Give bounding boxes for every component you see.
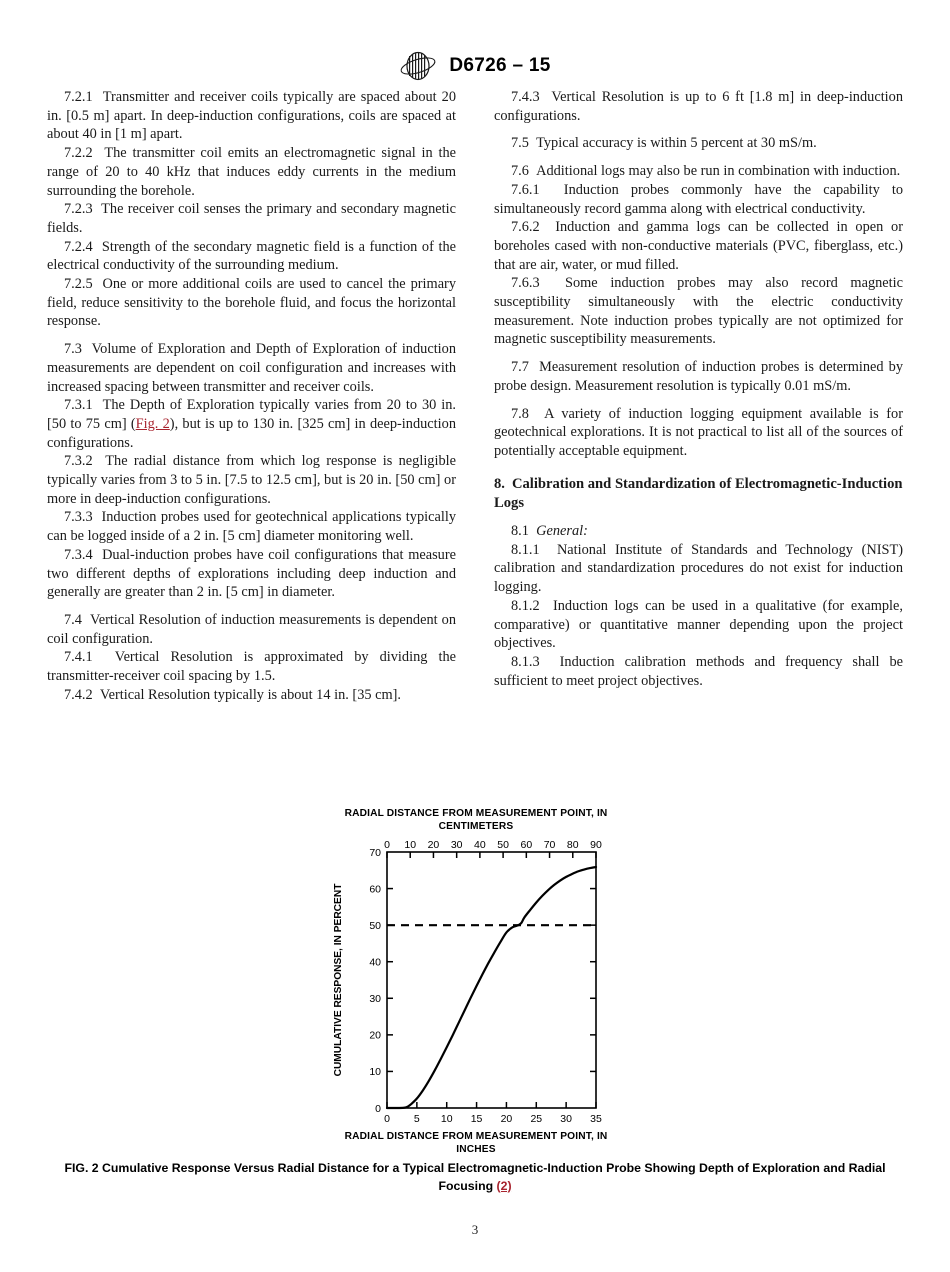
paragraph-7-2-1 xyxy=(47,88,456,144)
chart-plot xyxy=(325,834,625,1129)
body-columns xyxy=(47,88,903,705)
para-number: 7.6.3 xyxy=(511,275,540,292)
para-number: 7.4.3 xyxy=(511,89,540,105)
paragraph-7-2-3 xyxy=(47,200,456,237)
svg-text:60: 60 xyxy=(520,839,533,851)
astm-logo-icon xyxy=(399,51,437,81)
paragraph-7-4-2 xyxy=(47,686,456,705)
para-text: The radial distance from which log response is negligible typically varies from 3 to 5 in. [7.5 to 12.5 cm], but is 20 in. [50 cm] or more in deep-induction configurations. xyxy=(47,453,456,507)
svg-text:50: 50 xyxy=(497,839,509,851)
svg-text:20: 20 xyxy=(369,1029,381,1042)
figure-2 xyxy=(0,808,950,1158)
para-text: The receiver coil senses the primary and secondary magnetic fields. xyxy=(47,201,456,236)
para-number: 7.4 xyxy=(64,611,82,628)
right-column xyxy=(494,88,903,705)
para-text: Induction logs can be used in a qualitative (for example, comparative) or quantitative manner depending upon the project objectives. xyxy=(494,597,903,652)
paragraph-7-2-5 xyxy=(47,275,456,331)
para-text: Some induction probes may also record magnetic susceptibility simultaneously with the electric conductivity measurement. Note induction probes typically are not optimized for magnetic susceptibility measurements. xyxy=(494,275,903,348)
svg-text:0: 0 xyxy=(384,1113,390,1125)
para-number: 8.1.1 xyxy=(511,541,540,558)
para-text: Measurement resolution of induction probes is determined by probe design. Measurement resolution is typically 0.01 mS/m. xyxy=(494,359,903,394)
paragraph-7-6 xyxy=(494,162,903,181)
para-text: Induction probes commonly have the capability to simultaneously record gamma along with electrical conductivity. xyxy=(494,181,903,217)
para-text: One or more additional coils are used to cancel the primary field, reduce sensitivity to the borehole fluid, and focus the horizontal response. xyxy=(47,276,457,330)
paragraph-7-6-3 xyxy=(494,274,903,349)
para-number: 7.4.1 xyxy=(64,649,93,666)
para-number: 7.7 xyxy=(511,359,529,376)
figure-2-caption xyxy=(55,1160,895,1195)
para-text-cont: ), but is up to 130 in. [325 cm] in deep-induction configurations. xyxy=(47,415,456,451)
para-text: Vertical Resolution is up to 6 ft [1.8 m] in deep-induction configurations. xyxy=(494,89,904,124)
svg-text:70: 70 xyxy=(543,839,556,851)
para-text: Volume of Exploration and Depth of Exploration of induction measurements are dependent on coil configuration and increases with increased spacing between transmitter and receiver coils. xyxy=(47,341,457,395)
para-number: 7.3 xyxy=(64,341,82,358)
para-text: Vertical Resolution is approximated by dividing the transmitter-receiver coil spacing by 1.5. xyxy=(47,649,456,685)
para-number: 8.1 xyxy=(511,523,529,540)
cumulative-response-curve xyxy=(387,867,596,1108)
para-text: Induction calibration methods and frequency shall be sufficient to meet project objectives. xyxy=(494,653,904,689)
svg-text:30: 30 xyxy=(560,1113,572,1125)
svg-text:90: 90 xyxy=(590,839,602,851)
para-number: 8.1.3 xyxy=(511,653,540,670)
svg-text:30: 30 xyxy=(369,993,381,1006)
svg-text:10: 10 xyxy=(440,1113,453,1125)
para-text: Induction and gamma logs can be collected in open or boreholes cased with non-conductive materials (PVC, fiberglass, etc.) that are air, water, or mud filled. xyxy=(494,219,903,273)
paragraph-7-6-2 xyxy=(494,218,903,274)
para-text: Induction probes used for geotechnical applications typically can be logged inside of a 2 in. [5 cm] diameter monitoring well. xyxy=(47,509,456,545)
para-text: Strength of the secondary magnetic field is a function of the electrical conductivity of the surrounding medium. xyxy=(47,238,456,274)
para-text: National Institute of Standards and Technology (NIST) calibration and standardization procedures do not exist for induction logging. xyxy=(494,541,903,596)
paragraph-7-2-4 xyxy=(47,238,456,275)
chart-top-axis-title: RADIAL DISTANCE FROM MEASUREMENT POINT, IN CENTIMETERS xyxy=(344,808,608,832)
svg-text:80: 80 xyxy=(566,839,579,851)
paragraph-7-6-1 xyxy=(494,181,903,218)
document-designation: D6726 – 15 xyxy=(449,55,551,76)
paragraph-7-8 xyxy=(494,405,903,461)
para-text: A variety of induction logging equipment available is for geotechnical explorations. It is not practical to list all of the sources of potentially acceptable equipment. xyxy=(494,405,903,459)
para-number: 8.1.2 xyxy=(511,597,540,614)
para-number: 7.3.4 xyxy=(64,546,93,563)
para-number: 7.2.2 xyxy=(64,145,93,162)
para-number: 7.6.2 xyxy=(511,219,540,236)
reference-2-link[interactable]: (2) xyxy=(496,1178,512,1193)
para-text: Transmitter and receiver coils typically are spaced about 20 in. [0.5 m] apart. In deep-induction configurations, coils are spaced at about 40 in [1 m] apart. xyxy=(47,89,456,143)
para-number: 7.3.2 xyxy=(64,453,93,470)
section-number: 8. xyxy=(494,475,505,492)
svg-text:25: 25 xyxy=(530,1113,543,1125)
para-number: 7.6.1 xyxy=(511,181,540,198)
svg-text:0: 0 xyxy=(384,839,390,851)
para-text: Additional logs may also be run in combination with induction. xyxy=(536,163,901,180)
svg-text:40: 40 xyxy=(369,956,381,969)
para-number: 7.2.1 xyxy=(64,89,93,105)
svg-text:15: 15 xyxy=(470,1113,483,1125)
svg-text:10: 10 xyxy=(369,1066,381,1079)
paragraph-8-1-3 xyxy=(494,653,903,690)
chart-y-axis-title: CUMULATIVE RESPONSE, IN PERCENT xyxy=(333,883,344,1077)
paragraph-8-1-2 xyxy=(494,597,903,653)
paragraph-8-1 xyxy=(494,522,903,541)
paragraph-7-3 xyxy=(47,340,456,396)
figure-2-crossreference-link[interactable]: Fig. 2 xyxy=(135,415,170,432)
section-title: Calibration and Standardization of Electromagnetic-Induction Logs xyxy=(494,475,903,511)
paragraph-7-4-1 xyxy=(47,648,456,685)
svg-text:40: 40 xyxy=(474,839,486,851)
caption-text: FIG. 2 Cumulative Response Versus Radial Distance for a Typical Electromagnetic-Induction Probe Showing Depth of Exploration and Radial Focusing xyxy=(64,1161,886,1193)
page-header xyxy=(0,46,950,86)
paragraph-7-4 xyxy=(47,611,456,648)
svg-text:70: 70 xyxy=(369,846,381,859)
para-number: 7.8 xyxy=(511,405,529,422)
chart-bottom-axis-title: RADIAL DISTANCE FROM MEASUREMENT POINT, IN INCHES xyxy=(344,1131,608,1155)
svg-text:20: 20 xyxy=(500,1113,513,1125)
paragraph-7-7 xyxy=(494,358,903,395)
para-number: 7.2.3 xyxy=(64,201,93,218)
svg-text:30: 30 xyxy=(450,839,463,851)
svg-text:5: 5 xyxy=(413,1113,420,1125)
paragraph-7-3-1 xyxy=(47,396,456,452)
svg-text:20: 20 xyxy=(427,839,440,851)
svg-text:10: 10 xyxy=(404,839,417,851)
para-number: 7.2.5 xyxy=(64,276,93,293)
paragraph-7-3-4 xyxy=(47,546,456,602)
para-text: The Depth of Exploration typically varies from 20 to 30 in. [50 to 75 cm] ( xyxy=(47,397,457,432)
paragraph-7-3-3 xyxy=(47,508,456,545)
para-number: 7.5 xyxy=(511,135,529,152)
para-number: 7.6 xyxy=(511,163,529,180)
para-text: Vertical Resolution typically is about 14 in. [35 cm]. xyxy=(99,686,402,703)
para-text: Vertical Resolution of induction measurements is dependent on coil configuration. xyxy=(47,611,456,647)
plot-frame xyxy=(387,852,596,1108)
svg-text:50: 50 xyxy=(369,919,381,932)
para-text-italic: General: xyxy=(536,523,588,540)
cumulative-response-chart xyxy=(325,834,625,1129)
section-8-heading xyxy=(494,475,903,513)
para-text: The transmitter coil emits an electromagnetic signal in the range of 20 to 40 kHz that induces eddy currents in the medium surrounding the borehole. xyxy=(47,145,457,199)
para-number: 7.4.2 xyxy=(64,686,93,703)
para-number: 7.2.4 xyxy=(64,238,93,255)
paragraph-7-2-2 xyxy=(47,144,456,200)
svg-text:35: 35 xyxy=(590,1113,602,1125)
svg-text:0: 0 xyxy=(375,1102,381,1115)
paragraph-8-1-1 xyxy=(494,541,903,597)
svg-text:60: 60 xyxy=(369,883,381,896)
paragraph-7-5 xyxy=(494,134,903,153)
para-number: 7.3.3 xyxy=(64,509,93,526)
left-column xyxy=(47,88,456,705)
page-number: 3 xyxy=(471,1222,479,1237)
para-text: Typical accuracy is within 5 percent at 30 mS/m. xyxy=(536,135,817,152)
para-number: 7.3.1 xyxy=(64,397,93,414)
paragraph-7-3-2 xyxy=(47,452,456,508)
paragraph-7-4-3 xyxy=(494,88,903,125)
para-text: Dual-induction probes have coil configurations that measure two different depths of explorations including deep induction and generally are greater than 2 in. [5 cm] in diameter. xyxy=(47,546,456,601)
